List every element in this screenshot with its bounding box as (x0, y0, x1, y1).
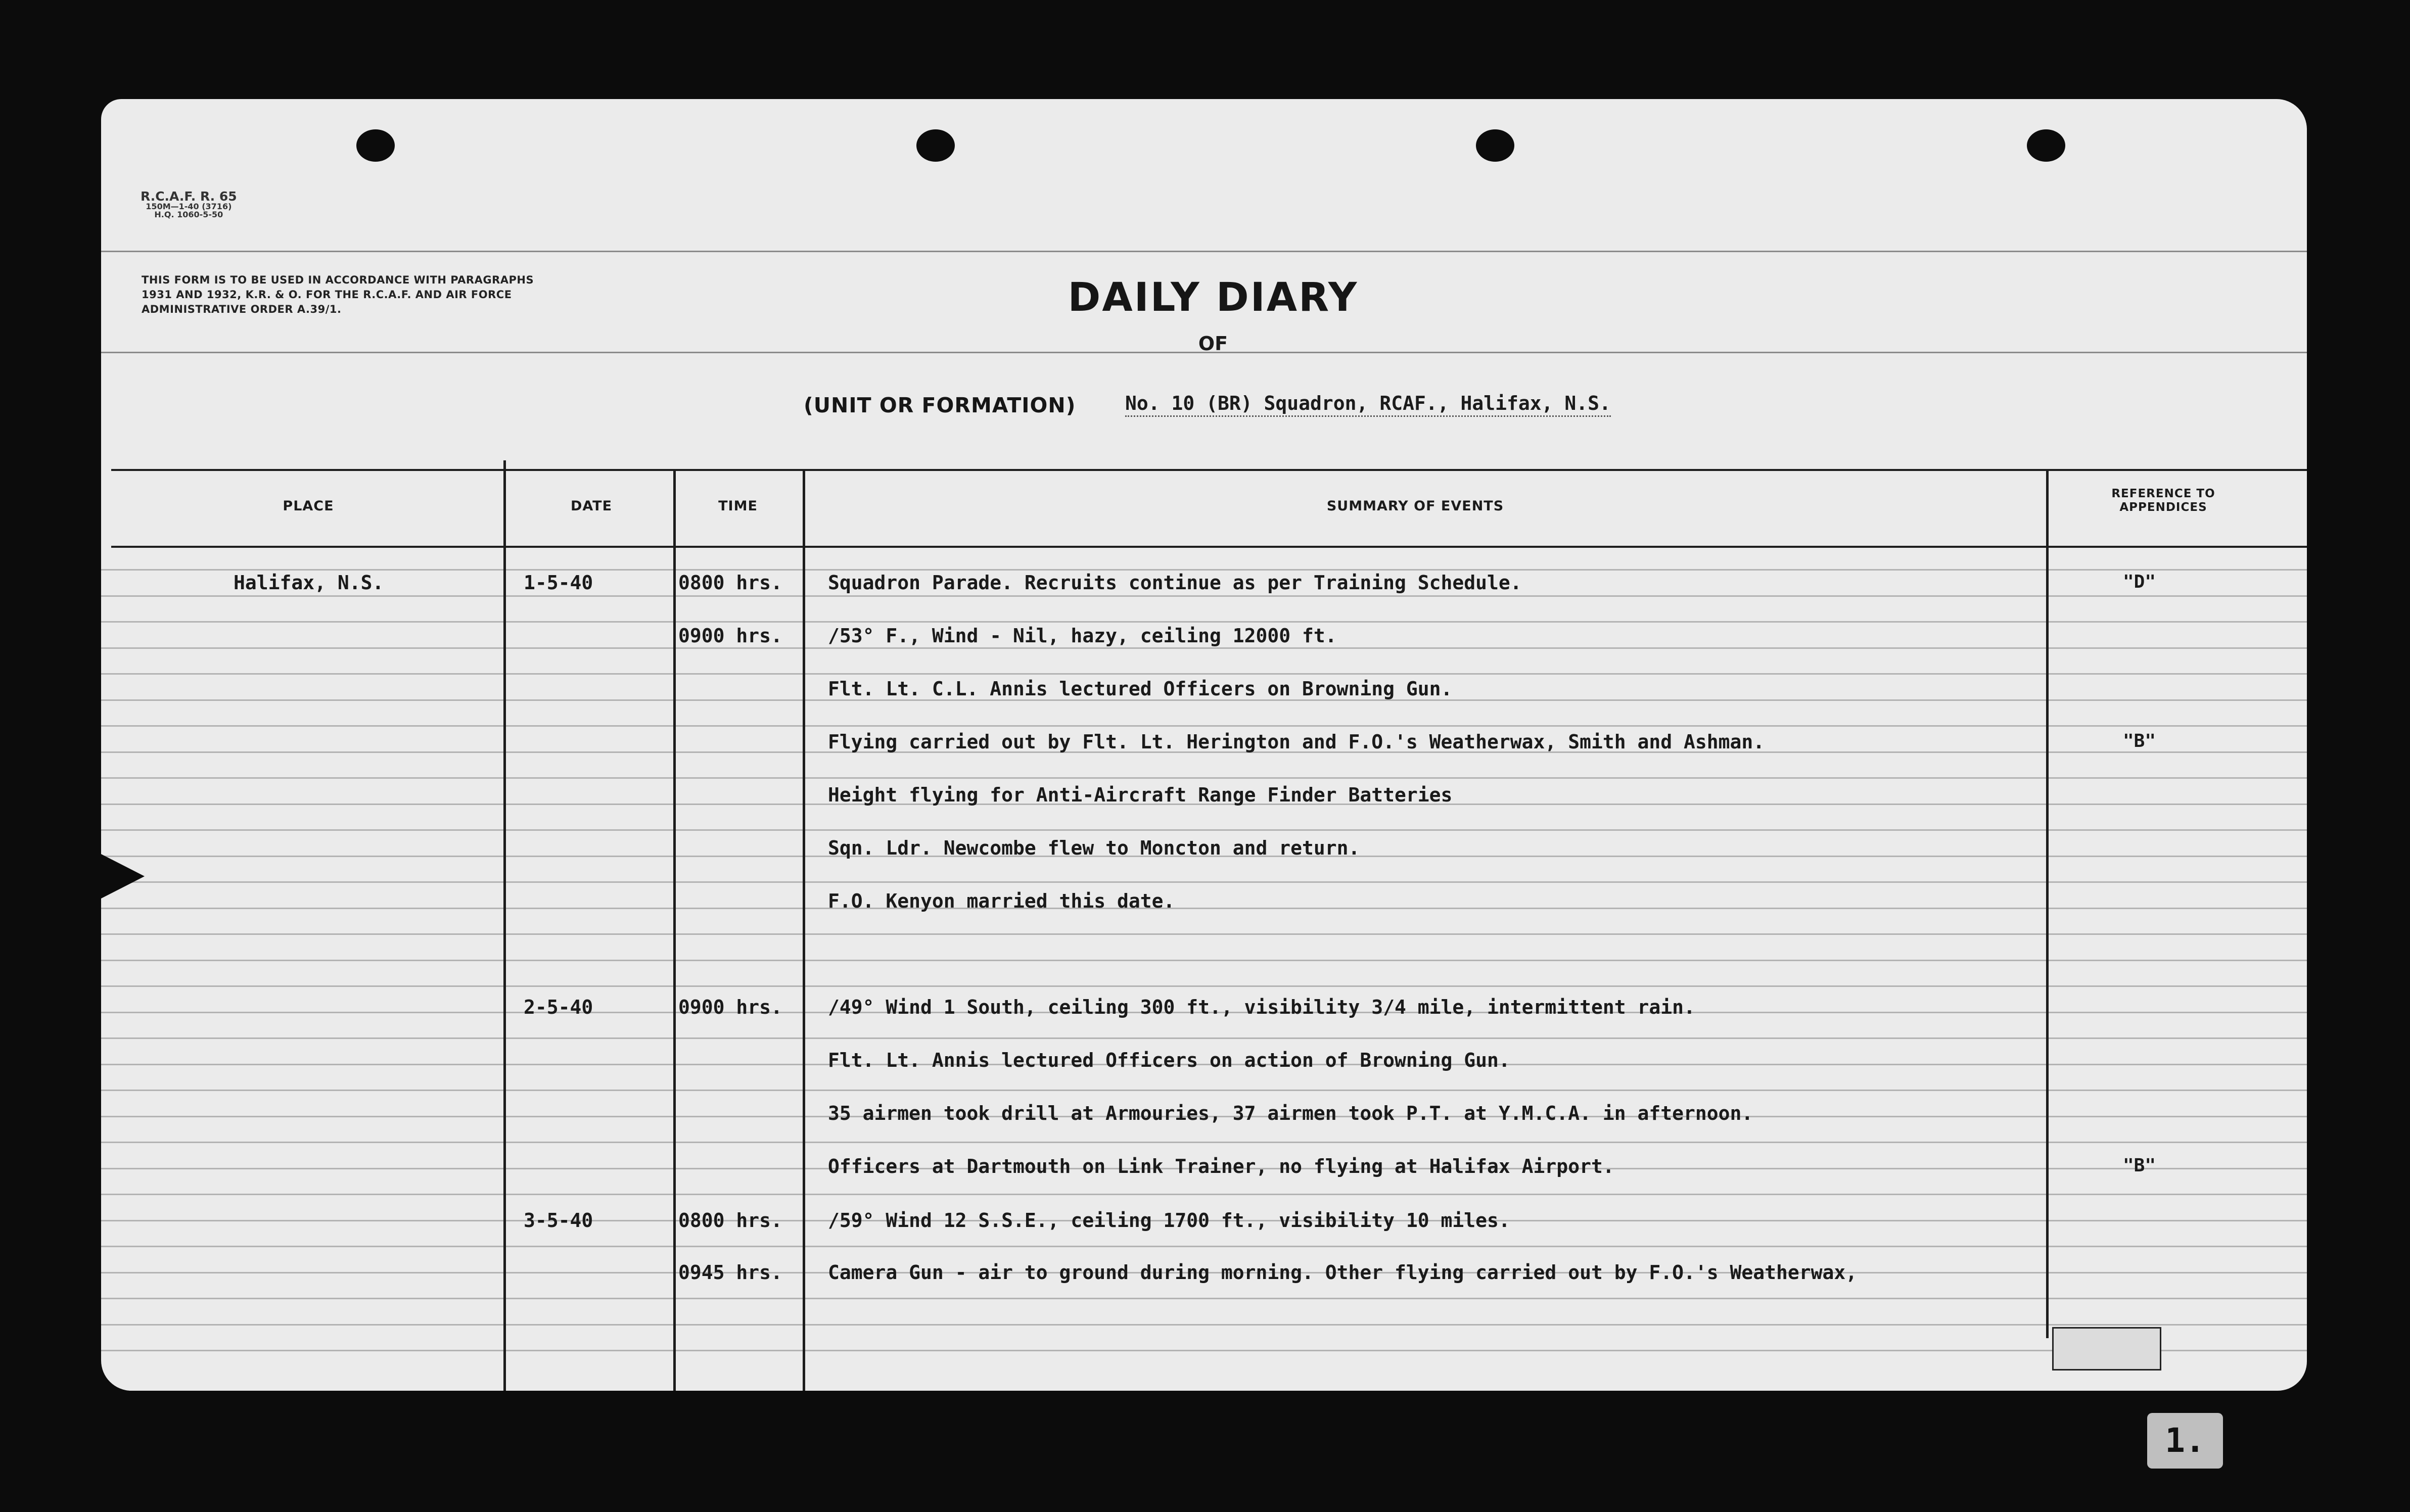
form-code-line1: R.C.A.F. R. 65 (141, 189, 237, 204)
row-summary: Flt. Lt. C.L. Annis lectured Officers on Browning Gun. (828, 678, 1453, 700)
punch-hole-1 (356, 129, 395, 162)
column-header-date: DATE (570, 498, 613, 514)
ruled-line (101, 647, 2307, 649)
form-code-line3: H.Q. 1060-5-50 (154, 210, 223, 219)
ruled-line (101, 621, 2307, 623)
row-date: 1-5-40 (524, 572, 593, 594)
ruled-line (101, 1194, 2307, 1195)
bottom-tab (2052, 1327, 2161, 1371)
header-divider (111, 546, 2307, 548)
form-code-line2: 150M—1-40 (3716) (146, 202, 232, 211)
header-rule (101, 251, 2307, 252)
ruled-line (101, 725, 2307, 727)
row-reference: "B" (2123, 731, 2156, 751)
form-code (141, 190, 237, 219)
row-summary: 35 airmen took drill at Armouries, 37 airmen took P.T. at Y.M.C.A. in afternoon. (828, 1102, 1753, 1124)
ruled-line (101, 960, 2307, 961)
ruled-line (101, 1142, 2307, 1143)
ruled-line (101, 829, 2307, 831)
row-summary: Sqn. Ldr. Newcombe flew to Moncton and return. (828, 837, 1360, 859)
row-reference: "D" (2123, 572, 2156, 592)
ruled-line (101, 1350, 2307, 1351)
row-summary: Height flying for Anti-Aircraft Range Finder Batteries (828, 784, 1453, 806)
page-title: DAILY DIARY (1068, 275, 1359, 320)
row-summary: Camera Gun - air to ground during morning. Other flying carried out by F.O.'s Weatherwax, (828, 1261, 1858, 1284)
unit-label: (UNIT OR FORMATION) (804, 393, 1076, 417)
row-reference: "B" (2123, 1155, 2156, 1176)
ruled-line (101, 673, 2307, 675)
column-header-summary: SUMMARY OF EVENTS (1326, 498, 1504, 514)
ruled-line (101, 933, 2307, 935)
ruled-line (101, 777, 2307, 779)
ruled-line (101, 569, 2307, 571)
row-time: 0800 hrs. (678, 1209, 782, 1232)
row-summary: /53° F., Wind - Nil, hazy, ceiling 12000 ft. (828, 625, 1337, 647)
title-of: OF (1198, 333, 1228, 355)
row-summary: F.O. Kenyon married this date. (828, 890, 1175, 912)
row-summary: /59° Wind 12 S.S.E., ceiling 1700 ft., visibility 10 miles. (828, 1209, 1510, 1232)
diary-sheet (101, 99, 2307, 1391)
column-divider-summary (2046, 469, 2049, 1338)
ruled-line (101, 1090, 2307, 1091)
row-summary: Flt. Lt. Annis lectured Officers on action of Browning Gun. (828, 1049, 1510, 1071)
punch-hole-4 (2027, 129, 2065, 162)
row-date: 2-5-40 (524, 996, 593, 1018)
torn-edge (99, 853, 145, 900)
column-header-place: PLACE (283, 498, 334, 514)
ruled-line (101, 985, 2307, 987)
ruled-line (101, 1324, 2307, 1326)
column-divider-date (673, 469, 676, 1391)
column-divider-time (803, 469, 805, 1391)
ruled-line (101, 881, 2307, 883)
table-top-border (111, 469, 2307, 471)
column-divider-place (503, 460, 506, 1391)
column-header-time: TIME (718, 498, 758, 514)
row-time: 0900 hrs. (678, 996, 782, 1018)
unit-value: No. 10 (BR) Squadron, RCAF., Halifax, N.S. (1125, 392, 1611, 417)
ruled-line (101, 1037, 2307, 1039)
row-summary: Squadron Parade. Recruits continue as per Training Schedule. (828, 572, 1522, 594)
row-place: Halifax, N.S. (234, 572, 384, 594)
ruled-line (101, 1298, 2307, 1299)
ruled-line (101, 908, 2307, 909)
row-time: 0800 hrs. (678, 572, 782, 594)
row-summary: Officers at Dartmouth on Link Trainer, no flying at Halifax Airport. (828, 1155, 1614, 1177)
row-time: 0945 hrs. (678, 1261, 782, 1284)
column-header-reference: REFERENCE TO APPENDICES (2111, 487, 2215, 514)
page-number: 1. (2147, 1413, 2223, 1469)
row-time: 0900 hrs. (678, 625, 782, 647)
ruled-line (101, 595, 2307, 597)
row-summary: Flying carried out by Flt. Lt. Herington and F.O.'s Weatherwax, Smith and Ashman. (828, 731, 1765, 753)
row-date: 3-5-40 (524, 1209, 593, 1232)
row-summary: /49° Wind 1 South, ceiling 300 ft., visibility 3/4 mile, intermittent rain. (828, 996, 1695, 1018)
punch-hole-3 (1476, 129, 1514, 162)
ruled-line (101, 1246, 2307, 1247)
form-instructions: THIS FORM IS TO BE USED IN ACCORDANCE WITH PARAGRAPHS 1931 AND 1932, K.R. & O. FOR THE R.C.A.F. AND AIR FORCE ADMINISTRATIVE ORDER A.39/1. (142, 274, 534, 315)
punch-hole-2 (916, 129, 955, 162)
